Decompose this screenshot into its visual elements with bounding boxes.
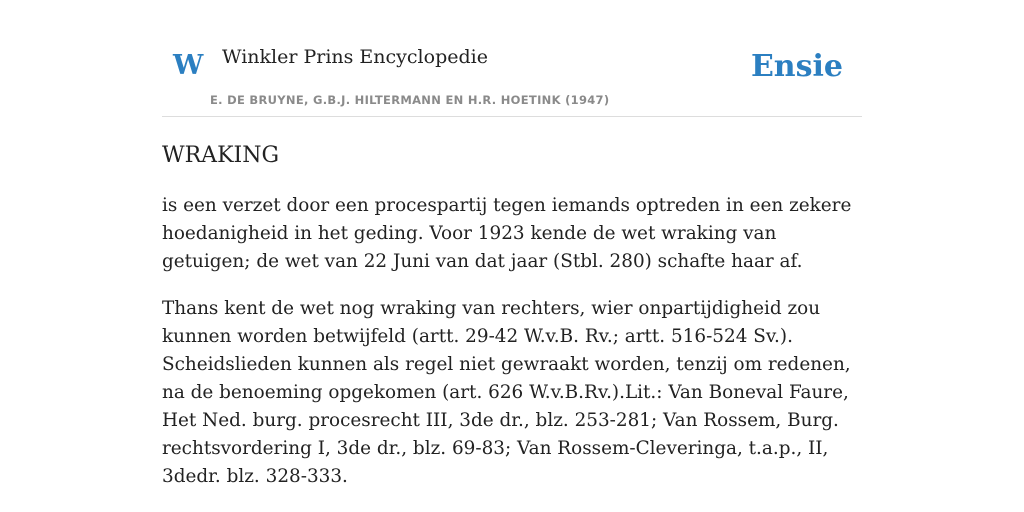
article-page	[162, 0, 862, 491]
page-title: WRAKING	[162, 143, 280, 168]
article-header	[162, 0, 862, 117]
article-paragraph: is een verzet door een procespartij tegen iemands optreden in een zekere hoedanigheid in het geding. Voor 1923 kende de wet wraking van getuigen; de wet van 22 Juni van dat jaar (Stbl. 280) schafte haar af.	[162, 195, 852, 273]
source-logo-icon[interactable]: W	[173, 50, 204, 81]
source-authors: E. DE BRUYNE, G.B.J. HILTERMANN EN H.R. HOETINK (1947)	[210, 93, 610, 107]
brand-logo[interactable]: Ensie	[750, 49, 843, 84]
article-paragraph: Thans kent de wet nog wraking van rechters, wier onpartijdigheid zou kunnen worden betwijfeld (artt. 29-42 W.v.B. Rv.; artt. 516-524 Sv.). Scheidslieden kunnen als regel niet gewraakt worden, tenzij om redenen, na de benoeming opgekomen (art. 626 W.v.B.Rv.).Lit.: Van Boneval Faure, Het Ned. burg. procesrecht III, 3de dr., blz. 253-281; Van Rossem, Burg. rechtsvordering I, 3de dr., blz. 69-83; Van Rossem-Cleveringa, t.a.p., II, 3dedr. blz. 328-333.	[162, 298, 851, 488]
source-title[interactable]: Winkler Prins Encyclopedie	[222, 46, 488, 68]
